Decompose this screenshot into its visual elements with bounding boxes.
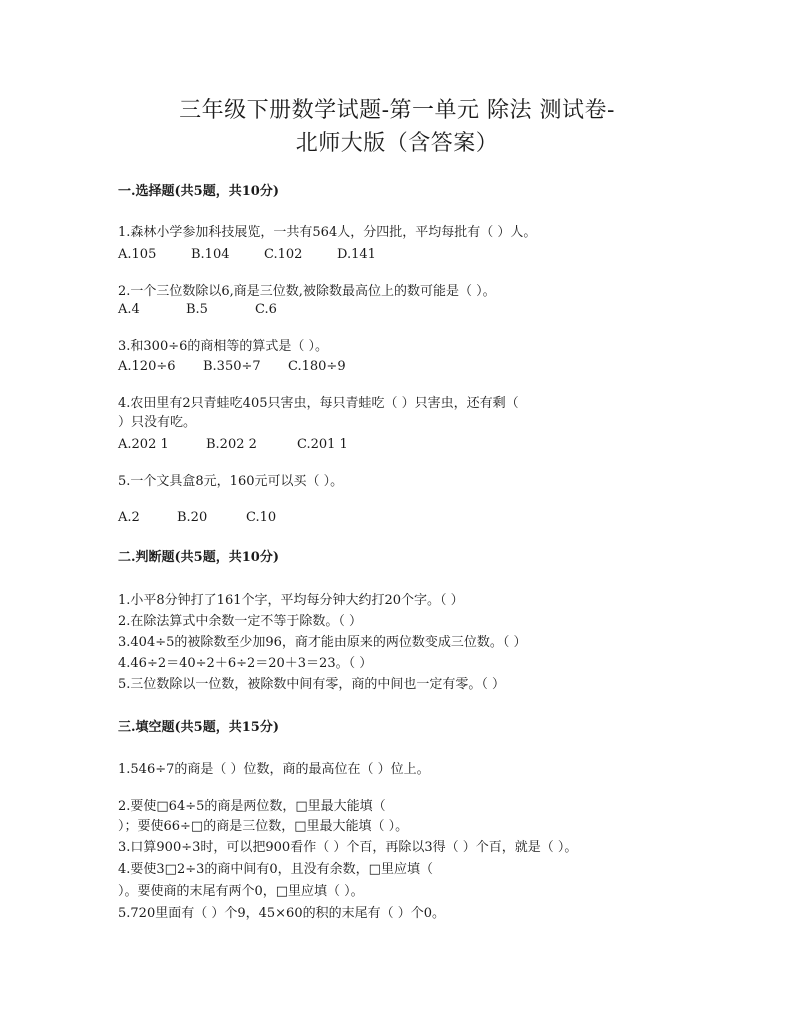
choice-question-2: 2.一个三位数除以6,商是三位数,被除数最高位上的数可能是（ ）。 [118,284,496,299]
judge-question-1: 1.小平8分钟打了161个字，平均每分钟大约打20个字。（ ） [118,593,464,608]
title-line-1: 三年级下册数学试题-第一单元 除法 测试卷- [179,98,615,123]
fill-question-2-line-1: 2.要使□64÷5的商是两位数，□里最大能填（ [118,799,386,814]
fill-question-5: 5.720里面有（ ）个9，45×60的积的末尾有（ ）个0。 [118,906,445,921]
fill-question-1: 1.546÷7的商是（ ）位数，商的最高位在（ ）位上。 [118,762,430,777]
choice-q4-option-a: A.202 1 [118,437,169,452]
judge-question-4: 4.46÷2＝40÷2＋6÷2＝20＋3＝23。（ ） [118,656,373,671]
fill-question-3: 3.口算900÷3时，可以把900看作（ ）个百，再除以3得（ ）个百，就是（ ）。 [118,840,578,855]
choice-question-4-line-1: 4.农田里有2只青蛙吃405只害虫，每只青蛙吃（ ）只害虫，还有剩（ [118,396,519,411]
choice-q5-option-a: A.2 [118,510,140,525]
choice-q1-option-d: D.141 [337,247,376,262]
fill-question-2-line-2: ）；要使66÷□的商是三位数，□里最大能填（ ）。 [118,819,409,834]
choice-q1-option-b: B.104 [191,247,230,262]
choice-q5-option-c: C.10 [246,510,277,525]
choice-q3-option-b: B.350÷7 [203,359,261,374]
section-heading-fill: 三.填空题(共5题，共15分) [118,720,279,735]
choice-q2-option-a: A.4 [118,302,140,317]
judge-question-3: 3.404÷5的被除数至少加96，商才能由原来的两位数变成三位数。（ ） [118,635,527,650]
section-heading-choice: 一.选择题(共5题，共10分) [118,184,279,199]
choice-q2-option-c: C.6 [255,302,277,317]
choice-q4-option-b: B.202 2 [206,437,257,452]
choice-q4-option-c: C.201 1 [297,437,348,452]
section-heading-judge: 二.判断题(共5题，共10分) [118,550,279,565]
choice-question-5: 5.一个文具盒8元，160元可以买（ ）。 [118,474,344,489]
fill-question-4-line-2: ）。要使商的末尾有两个0，□里应填（ ）。 [118,884,364,899]
choice-q2-option-b: B.5 [186,302,208,317]
choice-question-1: 1.森林小学参加科技展览，一共有564人，分四批，平均每批有（ ）人。 [118,225,537,240]
choice-q3-option-a: A.120÷6 [118,359,176,374]
choice-q5-option-b: B.20 [177,510,208,525]
choice-question-3: 3.和300÷6的商相等的算式是（ ）。 [118,339,329,354]
title-line-2: 北师大版（含答案） [295,131,499,156]
fill-question-4-line-1: 4.要使3□2÷3的商中间有0，且没有余数，□里应填（ [118,862,433,877]
choice-q1-option-a: A.105 [118,247,157,262]
choice-question-4-line-2: ）只没有吃。 [118,415,197,430]
judge-question-5: 5.三位数除以一位数，被除数中间有零，商的中间也一定有零。（ ） [118,677,506,692]
choice-q1-option-c: C.102 [264,247,303,262]
judge-question-2: 2.在除法算式中余数一定不等于除数。（ ） [118,614,363,629]
choice-q3-option-c: C.180÷9 [288,359,346,374]
